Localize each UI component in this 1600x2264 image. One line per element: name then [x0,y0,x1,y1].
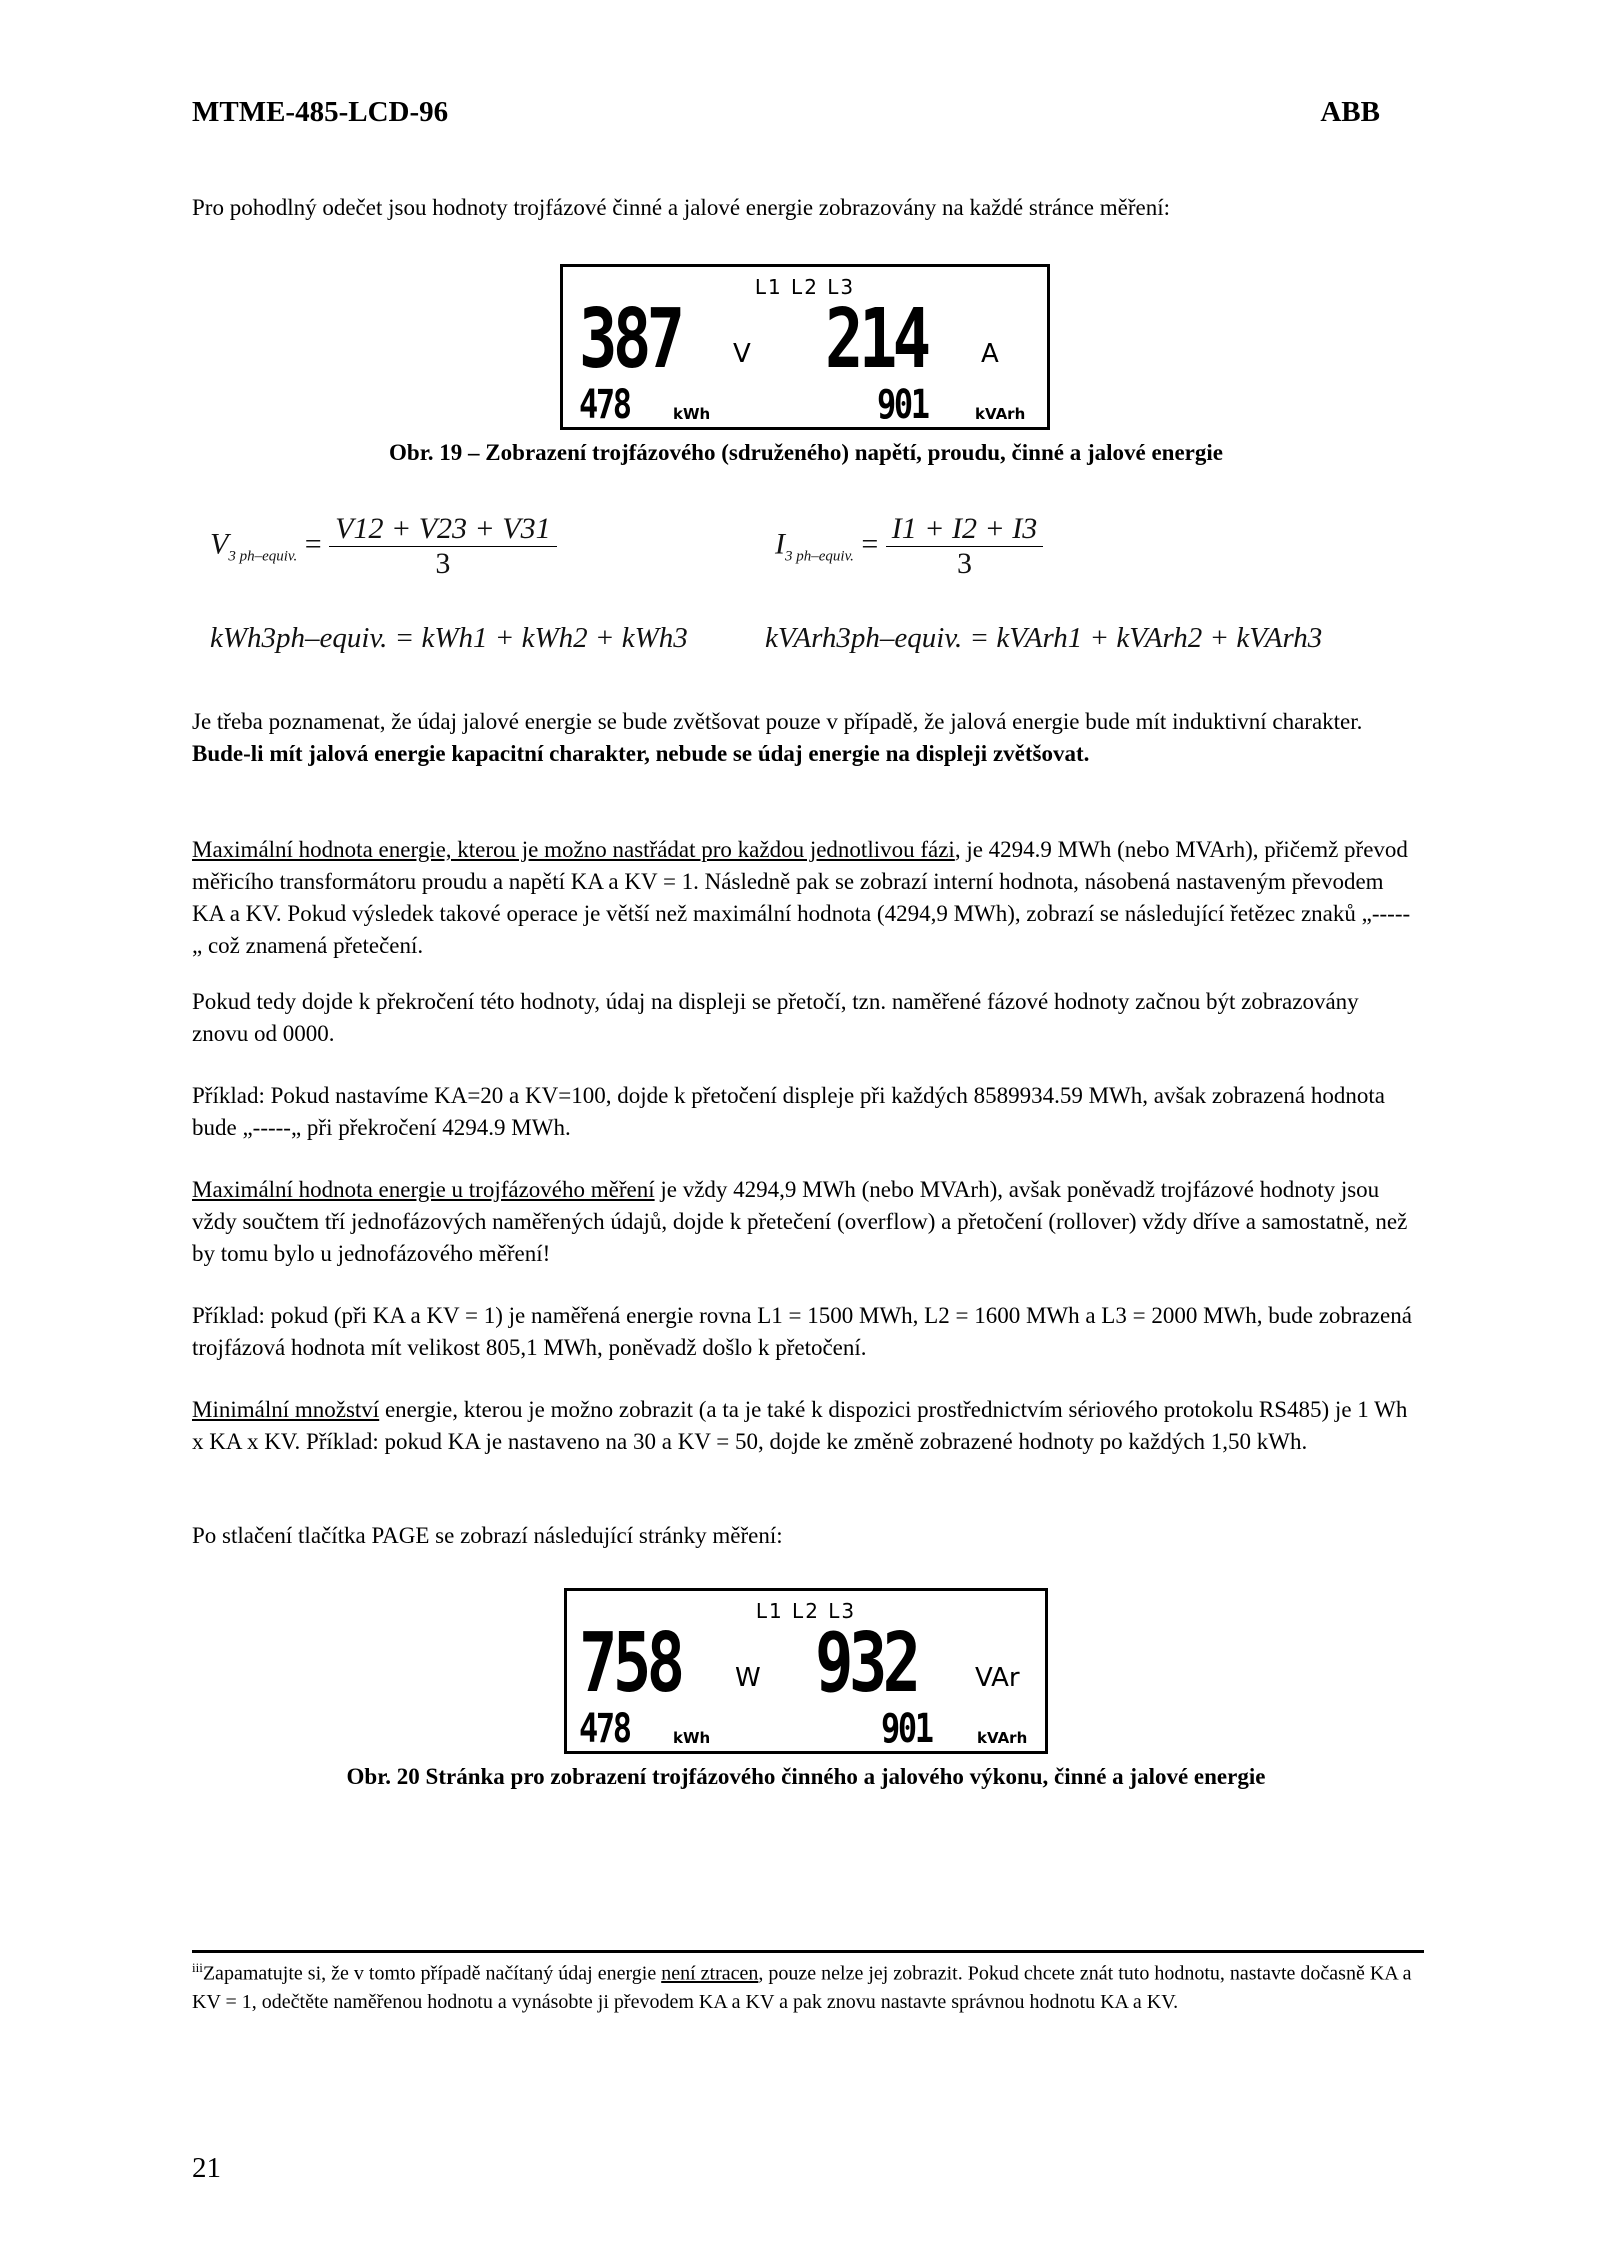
kwh-readout: 478 [579,1706,630,1752]
footnote-text-underline: není ztracen [661,1962,759,1985]
footnote-marker: iii [192,1960,203,1975]
formula-current-lhs-sub: 3 ph–equiv. [785,548,854,565]
phase-labels: L1 L2 L3 [755,1599,857,1623]
paragraph-page-button: Po stlačení tlačítka PAGE se zobrazí následující stránky měření: [192,1523,783,1548]
voltage-readout: 387 [579,292,681,387]
paragraph-reactive-note-text: Je třeba poznamenat, že údaj jalové energie se bude zvětšovat pouze v případě, že jalová energie bude mít induktivní charakter. [192,709,1363,734]
current-readout: 214 [825,292,927,387]
phase-labels: L1 L2 L3 [754,275,856,299]
paragraph-rollover: Pokud tedy dojde k překročení této hodnoty, údaj na displeji se přetočí, tzn. naměřené fázové hodnoty začnou být zobrazovány znovu od 0000. [192,989,1359,1046]
intro-paragraph: Pro pohodlný odečet jsou hodnoty trojfázové činné a jalové energie zobrazovány na každé stránce měření: [192,195,1170,220]
active-power-unit: W [735,1663,761,1693]
kvarh-readout: 901 [877,382,928,428]
footnote-text-before: Zapamatujte si, že v tomto případě načítaný údaj energie [202,1962,662,1985]
paragraph-reactive-note [192,706,1420,770]
kvarh-unit: kVArh [977,1729,1028,1747]
lcd-display-voltage-current [560,264,1050,430]
brand-name: ABB [1320,96,1380,128]
paragraph-max-energy-phase-text: , je 4294.9 MWh (nebo MVArh), přičemž převod měřicího transformátoru proudu a napětí KA a KV = 1. Následně pak se zobrazí interní hodnota, násobená nastaveným převodem KA a KV. Pokud výsledek takové operace je větší než maximální hodnota (4294,9 MWh), zobrazí se následující řetězec znaků „-----„ což znamená přetečení. [192,837,1411,958]
reactive-power-unit: VAr [975,1663,1020,1693]
formula-kwh: kWh3ph–equiv. = kWh1 + kWh2 + kWh3 [210,622,688,654]
formula-current-numerator: I1 + I2 + I3 [886,512,1043,547]
paragraph-reactive-note-bold: Bude-li mít jalová energie kapacitní charakter, nebude se údaj energie na displeji zvětšovat. [192,741,1090,766]
paragraph-example-2: Příklad: pokud (při KA a KV = 1) je naměřená energie rovna L1 = 1500 MWh, L2 = 1600 MWh a L3 = 2000 MWh, bude zobrazená trojfázová hodnota mít velikost 805,1 MWh, poněvadž došlo k přetočení. [192,1303,1412,1360]
paragraph-max-energy-three-phase [192,1174,1420,1270]
doc-title: MTME-485-LCD-96 [192,96,449,128]
formula-current: $I_{3 ph-equiv.}$ = $\frac{I1 + I2 + I3}{3}$ [775,512,1043,581]
paragraph-max-energy-three-phase-text: je vždy 4294,9 MWh (nebo MVArh), avšak poněvadž trojfázové hodnoty jsou vždy součtem tří jednofázových naměřených údajů, dojde k přetečení (overflow) a přetočení (rollover) vždy dříve a samostatně, než by tomu bylo u jednofázového měření! [192,1177,1408,1266]
formula-voltage: $V_{3 ph-equiv.}$ = $\frac{V12 + V23 + V31}{3}$ [210,512,557,581]
paragraph-min-amount-underline: Minimální množství [192,1397,380,1422]
formula-voltage-lhs-sub: 3 ph–equiv. [228,548,298,565]
kvarh-readout: 901 [881,1706,932,1752]
paragraph-max-energy-phase-underline: Maximální hodnota energie, kterou je možno nastřádat pro každou jednotlivou fázi [192,837,955,862]
formula-voltage-numerator: V12 + V23 + V31 [329,512,556,547]
figure-20-caption: Obr. 20 Stránka pro zobrazení trojfázového činného a jalového výkonu, činné a jalové energie [346,1764,1266,1789]
reactive-power-readout: 932 [815,1616,917,1711]
paragraph-min-amount-text: energie, kterou je možno zobrazit (a ta je také k dispozici prostřednictvím sériového protokolu RS485) je 1 Wh x KA x KV. Příklad: pokud KA je nastaveno na 30 a KV = 50, dojde ke změně zobrazené hodnoty po každých 1,50 kWh. [192,1397,1408,1454]
formula-current-denominator: 3 [957,547,973,580]
paragraph-min-amount [192,1394,1420,1458]
kwh-unit: kWh [673,1729,711,1747]
paragraph-example-1: Příklad: Pokud nastavíme KA=20 a KV=100, dojde k přetočení displeje při každých 8589934.59 MWh, avšak zobrazená hodnota bude „-----„ při překročení 4294.9 MWh. [192,1083,1385,1140]
current-unit: A [981,339,999,369]
active-power-readout: 758 [579,1616,681,1711]
kwh-readout: 478 [579,382,630,428]
formula-voltage-lhs: V [210,527,229,561]
kvarh-unit: kVArh [975,405,1026,423]
figure-19-caption: Obr. 19 – Zobrazení trojfázového (sdruženého) napětí, proudu, činné a jalové energie [389,440,1223,465]
kwh-unit: kWh [673,405,711,423]
formula-voltage-denominator: 3 [435,547,451,580]
formula-kvarh: kVArh3ph–equiv. = kVArh1 + kVArh2 + kVArh3 [765,622,1323,654]
lcd-display-power [564,1588,1048,1754]
page-number: 21 [192,2152,221,2184]
footnote-divider [192,1950,1424,1953]
voltage-unit: V [733,339,751,369]
paragraph-max-energy-phase [192,834,1420,962]
footnote [192,1954,1424,2016]
paragraph-max-energy-three-phase-underline: Maximální hodnota energie u trojfázového měření [192,1177,655,1202]
footnote-text-after: , pouze nelze jej zobrazit. Pokud chcete znát tuto hodnotu, nastavte dočasně KA a KV = 1, odečtěte naměřenou hodnotu a vynásobte ji převodem KA a KV a pak znovu nastavte správnou hodnotu KA a KV. [192,1962,1412,2013]
formula-current-lhs: I [775,527,785,561]
